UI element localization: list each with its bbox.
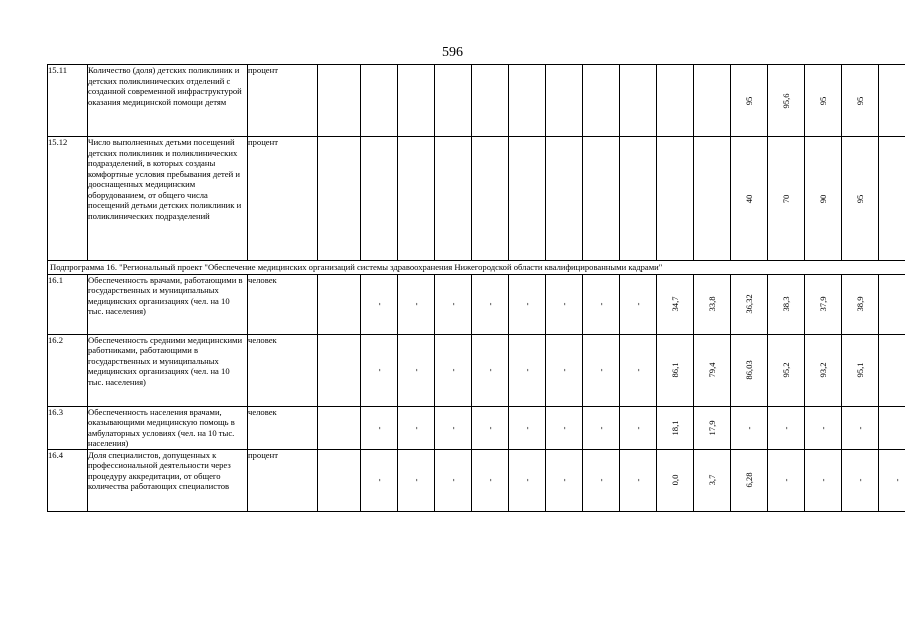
value-text: 34,7	[669, 296, 680, 312]
value-cell	[583, 137, 620, 261]
indicator-number: 16.1	[48, 274, 88, 334]
value-text: 95	[854, 96, 865, 105]
value-cell	[842, 449, 879, 511]
value-cell	[435, 137, 472, 261]
indicators-table	[47, 64, 905, 512]
value-cell	[620, 65, 657, 137]
value-cell	[472, 406, 509, 449]
value-text: -	[410, 368, 421, 372]
indicator-row	[48, 274, 905, 334]
value-cell	[657, 65, 694, 137]
value-text: -	[817, 478, 828, 482]
value-text: -	[521, 478, 532, 482]
value-text: 3,7	[706, 474, 717, 486]
value-cell	[657, 406, 694, 449]
indicator-unit: процент	[248, 449, 318, 511]
value-cell	[472, 137, 509, 261]
value-text: 36,32	[743, 294, 754, 314]
value-cell	[805, 274, 842, 334]
value-cell	[657, 137, 694, 261]
value-cell	[472, 65, 509, 137]
value-text: -	[743, 426, 754, 429]
value-cell	[620, 274, 657, 334]
value-cell	[842, 65, 879, 137]
indicator-name: Число выполненных детьми посещений детских поликлиник и поликлинических подразделений, в которых созданы комфортные условия пребывания детей и дооснащенных медицинским оборудованием, от общего числа посещений детьми детских поликлиник и поликлинических подразделений	[88, 137, 248, 261]
value-cell	[398, 137, 435, 261]
value-cell	[361, 65, 398, 137]
value-text: 17,9	[706, 419, 717, 436]
value-cell	[805, 137, 842, 261]
value-cell	[318, 449, 361, 511]
indicator-row	[48, 65, 905, 137]
value-cell	[694, 65, 731, 137]
value-cell	[805, 334, 842, 406]
indicator-name: Обеспеченность врачами, работающими в государственных и муниципальных медицинских организациях (чел. на 10 тыс. населения)	[88, 274, 248, 334]
page-number: 596	[442, 45, 463, 60]
value-cell	[472, 334, 509, 406]
value-cell	[694, 406, 731, 449]
value-cell	[694, 449, 731, 511]
value-text: -	[780, 478, 791, 482]
value-cell	[842, 274, 879, 334]
value-cell	[842, 406, 879, 449]
value-text: -	[373, 368, 384, 372]
value-cell	[657, 334, 694, 406]
value-text: 6,28	[743, 472, 754, 488]
value-text: 86,1	[669, 362, 680, 378]
value-cell	[509, 274, 546, 334]
value-cell	[768, 274, 805, 334]
value-cell	[398, 274, 435, 334]
value-text: -	[373, 302, 384, 306]
value-text: 95,6	[780, 92, 791, 109]
value-cell	[879, 449, 905, 511]
indicator-row	[48, 406, 905, 449]
value-cell	[583, 449, 620, 511]
value-text: 95	[854, 194, 865, 203]
indicator-unit: человек	[248, 406, 318, 449]
indicator-name: Обеспеченность средними медицинскими работниками, работающими в государственных и муниципальных медицинских организациях (чел. на 10 тыс. населения)	[88, 334, 248, 406]
value-text: 95	[743, 96, 754, 105]
value-cell	[472, 449, 509, 511]
value-cell	[879, 137, 905, 261]
value-text: -	[780, 426, 791, 429]
value-cell	[472, 274, 509, 334]
value-text: -	[595, 302, 606, 306]
value-cell	[620, 449, 657, 511]
value-cell	[694, 137, 731, 261]
value-text: -	[558, 426, 569, 429]
value-text: 40	[743, 194, 754, 203]
indicator-unit: человек	[248, 334, 318, 406]
subprogram-title: Подпрограмма 16. "Региональный проект "Обеспечение медицинских организаций системы здравоохранения Нижегородской области квалифицированными кадрами"	[48, 261, 905, 275]
value-text: 95	[817, 96, 828, 105]
value-text: -	[410, 302, 421, 306]
value-text: -	[595, 426, 606, 429]
value-text: -	[484, 478, 495, 482]
value-text: 93,2	[817, 362, 828, 378]
indicator-name: Обеспеченность населения врачами, оказывающими медицинскую помощь в амбулаторных условиях (чел. на 10 тыс. населения)	[88, 406, 248, 449]
value-cell	[583, 334, 620, 406]
value-cell	[620, 334, 657, 406]
value-text: -	[595, 478, 606, 482]
value-text: -	[373, 426, 384, 429]
value-text: 18,1	[669, 419, 680, 436]
value-cell	[879, 274, 905, 334]
value-cell	[435, 274, 472, 334]
value-text: -	[484, 368, 495, 372]
value-cell	[318, 406, 361, 449]
value-text: -	[373, 478, 384, 482]
value-text: 79,4	[706, 362, 717, 378]
value-text: 95,2	[780, 362, 791, 378]
indicator-name: Количество (доля) детских поликлиник и детских поликлинических отделений с созданной современной инфраструктурой оказания медицинской помощи детям	[88, 65, 248, 137]
value-cell	[509, 137, 546, 261]
value-cell	[731, 137, 768, 261]
indicator-number: 15.12	[48, 137, 88, 261]
value-text: -	[410, 426, 421, 429]
value-cell	[768, 334, 805, 406]
value-text: -	[484, 426, 495, 429]
value-text: 95,1	[854, 362, 865, 378]
value-text: -	[521, 302, 532, 306]
value-cell	[361, 449, 398, 511]
value-cell	[694, 334, 731, 406]
value-text: -	[447, 368, 458, 372]
value-cell	[318, 334, 361, 406]
value-cell	[805, 65, 842, 137]
value-cell	[731, 406, 768, 449]
value-text: -	[447, 478, 458, 482]
indicator-number: 15.11	[48, 65, 88, 137]
value-cell	[361, 274, 398, 334]
indicator-row	[48, 137, 905, 261]
value-cell	[805, 449, 842, 511]
indicator-unit: процент	[248, 137, 318, 261]
value-text: -	[891, 478, 902, 482]
value-cell	[731, 334, 768, 406]
value-cell	[435, 334, 472, 406]
value-text: 86,03	[743, 360, 754, 380]
value-cell	[546, 137, 583, 261]
value-text: 90	[817, 194, 828, 203]
value-text: -	[854, 478, 865, 482]
value-text: -	[558, 478, 569, 482]
value-cell	[546, 406, 583, 449]
value-cell	[361, 334, 398, 406]
value-cell	[583, 274, 620, 334]
value-text: 38,3	[780, 296, 791, 312]
value-cell	[768, 65, 805, 137]
value-cell	[398, 406, 435, 449]
value-text: 70	[780, 194, 791, 203]
value-text: -	[632, 302, 643, 306]
value-cell	[546, 274, 583, 334]
value-text: -	[632, 478, 643, 482]
value-text: -	[484, 302, 495, 306]
value-text: -	[410, 478, 421, 482]
value-text: -	[632, 426, 643, 429]
indicator-name: Доля специалистов, допущенных к профессиональной деятельности через процедуру аккредитации, от общего количества работающих специалистов	[88, 449, 248, 511]
value-cell	[842, 334, 879, 406]
value-cell	[435, 449, 472, 511]
value-cell	[435, 406, 472, 449]
value-cell	[546, 334, 583, 406]
value-text: -	[817, 426, 828, 429]
value-cell	[768, 406, 805, 449]
value-cell	[509, 449, 546, 511]
indicator-row	[48, 334, 905, 406]
value-cell	[694, 274, 731, 334]
value-cell	[879, 65, 905, 137]
value-text: -	[558, 368, 569, 372]
value-cell	[879, 406, 905, 449]
value-text: 0,0	[669, 474, 680, 486]
value-cell	[879, 334, 905, 406]
value-cell	[546, 65, 583, 137]
value-cell	[583, 65, 620, 137]
value-cell	[731, 449, 768, 511]
value-cell	[509, 65, 546, 137]
value-cell	[620, 406, 657, 449]
value-text: -	[558, 302, 569, 306]
indicator-row	[48, 449, 905, 511]
value-text: -	[447, 302, 458, 306]
value-text: 38,9	[854, 296, 865, 312]
value-cell	[546, 449, 583, 511]
value-cell	[318, 137, 361, 261]
value-cell	[361, 406, 398, 449]
value-cell	[842, 137, 879, 261]
value-cell	[435, 65, 472, 137]
subprogram-row	[48, 261, 905, 275]
indicator-unit: человек	[248, 274, 318, 334]
value-text: -	[447, 426, 458, 429]
value-text: -	[521, 426, 532, 429]
value-cell	[731, 274, 768, 334]
value-cell	[509, 406, 546, 449]
value-cell	[583, 406, 620, 449]
value-cell	[509, 334, 546, 406]
value-text: 37,9	[817, 296, 828, 312]
value-cell	[768, 449, 805, 511]
value-cell	[805, 406, 842, 449]
indicator-number: 16.2	[48, 334, 88, 406]
indicator-number: 16.3	[48, 406, 88, 449]
value-text: -	[632, 368, 643, 372]
value-cell	[768, 137, 805, 261]
indicator-number: 16.4	[48, 449, 88, 511]
value-cell	[361, 137, 398, 261]
value-cell	[731, 65, 768, 137]
value-cell	[657, 274, 694, 334]
value-cell	[318, 274, 361, 334]
value-text: -	[521, 368, 532, 372]
value-cell	[398, 334, 435, 406]
value-text: 33,8	[706, 296, 717, 312]
value-cell	[398, 65, 435, 137]
value-cell	[657, 449, 694, 511]
value-cell	[398, 449, 435, 511]
value-text: -	[854, 426, 865, 429]
value-cell	[620, 137, 657, 261]
value-text: -	[595, 368, 606, 372]
value-cell	[318, 65, 361, 137]
indicator-unit: процент	[248, 65, 318, 137]
